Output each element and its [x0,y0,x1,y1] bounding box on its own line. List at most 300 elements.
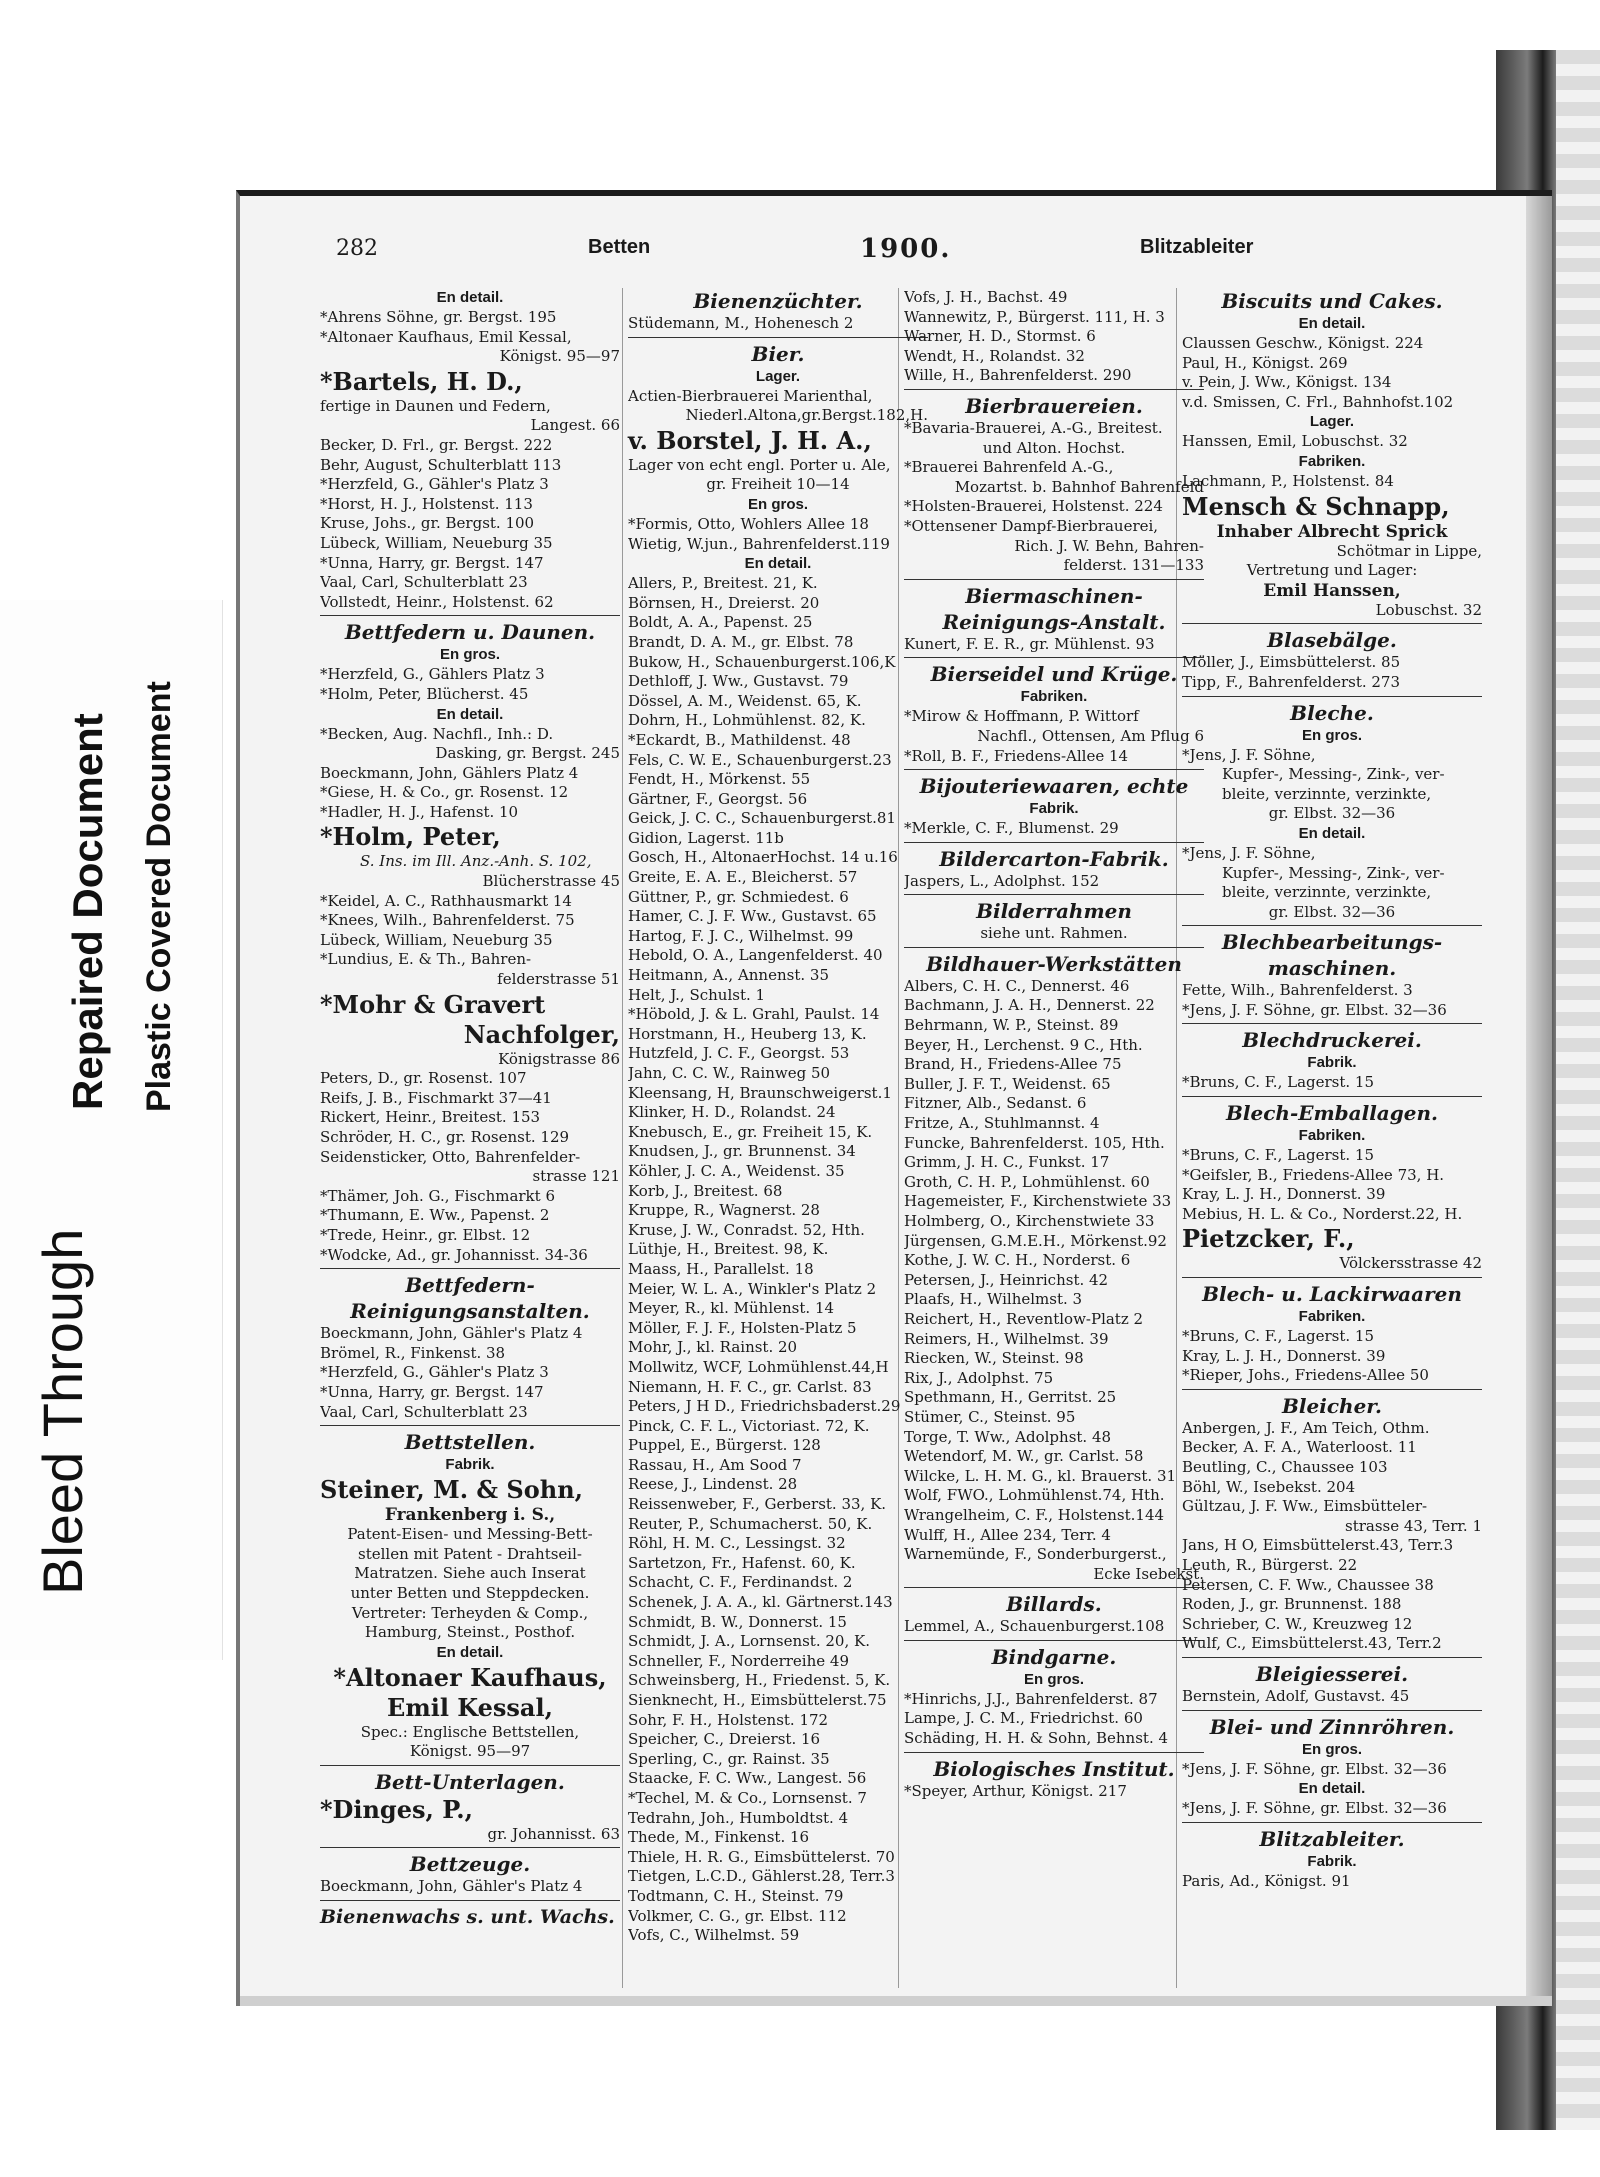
listing-entry: Börnsen, H., Dreierst. 20 [628,593,820,612]
listing-entry: Rix, J., Adolphst. 75 [904,1368,1054,1387]
listing-entry: Reimers, H., Wilhelmst. 39 [904,1329,1109,1348]
section-rule [320,1847,620,1848]
subheading: En detail. [1298,1780,1366,1798]
listing-entry: Hamer, C. J. F. Ww., Gustavst. 65 [628,907,877,926]
section-rule [1182,1023,1482,1024]
listing-entry: *Knees, Wilh., Bahrenfelderst. 75 [320,911,575,930]
featured-firm: Emil Kessal, [387,1692,553,1722]
listing-entry: Wulff, H., Allee 234, Terr. 4 [904,1525,1111,1544]
section-heading: Bienenwachs s. unt. Wachs. [320,1906,615,1929]
page-shadow [1526,196,1552,2006]
listing-entry: *Geifsler, B., Friedens-Allee 73, H. [1182,1165,1445,1184]
subheading: En gros. [439,646,500,664]
featured-firm: Mensch & Schnapp, [1182,491,1450,521]
listing-entry: Dohrn, H., Lohmühlenst. 82, K. [628,711,866,730]
listing-entry: Kray, L. J. H., Donnerst. 39 [1182,1346,1386,1365]
listing-entry: Thede, M., Finkenst. 16 [628,1828,810,1847]
featured-firm: v. Borstel, J. H. A., [628,425,872,455]
subheading: En detail. [1298,315,1366,332]
featured-firm: *Holm, Peter, [320,822,501,852]
listing-entry: Schrieber, C. W., Kreuzweg 12 [1182,1614,1413,1633]
section-rule [1182,1822,1482,1823]
listing-entry: Fitzner, Alb., Sedanst. 6 [904,1094,1087,1113]
listing-entry: *Jens, J. F. Söhne, gr. Elbst. 32—36 [1182,1759,1447,1778]
listing-entry: Mozartst. b. Bahnhof Bahrenfeld [954,477,1204,496]
listing-entry: Meier, W. L. A., Winkler's Platz 2 [628,1279,877,1298]
listing-entry: Knebusch, E., gr. Freiheit 15, K. [628,1122,873,1141]
listing-entry: Helt, J., Schulst. 1 [628,985,766,1004]
listing-entry: *Höbold, J. & L. Grahl, Paulst. 14 [628,1005,880,1024]
listing-entry: Jürgensen, G.M.E.H., Mörkenst.92 [904,1231,1167,1250]
firm-subline: Inhaber Albrecht Sprick [1216,521,1448,542]
listing-entry: Reuter, P., Schumacherst. 50, K. [628,1514,873,1533]
listing-entry: Meyer, R., kl. Mühlenst. 14 [628,1299,835,1318]
listing-entry: Niemann, H. F. C., gr. Carlst. 83 [628,1377,872,1396]
listing-entry: Peters, J H D., Friedrichsbaderst.29 [628,1397,901,1416]
section-heading: Biologisches Institut. [933,1756,1175,1781]
listing-entry: Vaal, Carl, Schulterblatt 23 [320,1402,528,1421]
listing-entry: felderst. 131—133 [1063,556,1204,575]
listing-entry: *Keidel, A. C., Rathhausmarkt 14 [320,891,572,910]
listing-entry: Rich. J. W. Behn, Bahren- [1014,536,1204,555]
listing-entry: Reese, J., Lindenst. 28 [628,1475,798,1494]
listing-entry: Lampe, J. C. M., Friedrichst. 60 [904,1709,1143,1728]
section-heading: Blechbearbeitungs- [1221,930,1443,955]
featured-firm: *Altonaer Kaufhaus, [333,1662,607,1692]
listing-entry: *Brauerei Bahrenfeld A.-G., [904,458,1114,477]
section-heading: Bettstellen. [404,1430,536,1455]
listing-entry: Matratzen. Siehe auch Inserat [354,1564,586,1583]
listing-entry: *Holm, Peter, Blücherst. 45 [320,684,529,703]
listing-entry: Lübeck, William, Neueburg 35 [320,930,553,949]
adjacent-page-strip [1556,50,1600,2130]
section-heading: Blei- und Zinnröhren. [1209,1714,1455,1739]
listing-entry: Horstmann, H., Heuberg 13, K. [628,1024,867,1043]
listing-entry: *Hinrichs, J.J., Bahrenfelderst. 87 [904,1689,1158,1708]
listing-entry: Schäding, H. H. & Sohn, Behnst. 4 [904,1729,1169,1748]
listing-entry: Vertretung und Lager: [1246,561,1418,580]
featured-firm: *Mohr & Gravert [320,989,546,1019]
listing-entry: *Herzfeld, G., Gähler's Platz 3 [320,1363,549,1382]
listing-entry: Fette, Wilh., Bahrenfelderst. 3 [1182,981,1413,1000]
listing-entry: Gültzau, J. F. Ww., Eimsbütteler- [1182,1497,1428,1516]
listing-entry: Boeckmann, John, Gähler's Platz 4 [320,1877,583,1896]
listing-entry: Roden, J., gr. Brunnenst. 188 [1182,1595,1402,1614]
listing-entry: Bachmann, J. A. H., Dennerst. 22 [904,996,1155,1015]
listing-entry: Paris, Ad., Königst. 91 [1182,1871,1351,1890]
listing-entry: Lager von echt engl. Porter u. Ale, [628,455,891,474]
listing-entry: Wilcke, L. H. M. G., kl. Brauerst. 31 [904,1466,1177,1485]
listing-entry: Wetendorf, M. W., gr. Carlst. 58 [904,1447,1144,1466]
listing-entry: unter Betten und Steppdecken. [350,1583,590,1602]
listing-entry: Brömel, R., Finkenst. 38 [320,1343,506,1362]
section-rule [904,1752,1204,1753]
listing-entry: Riecken, W., Steinst. 98 [904,1349,1084,1368]
listing-entry: gr. Freiheit 10—14 [706,475,850,494]
listing-entry: Albers, C. H. C., Dennerst. 46 [904,976,1130,995]
listing-entry: und Alton. Hochst. [982,438,1126,457]
section-rule [1182,623,1482,624]
listing-entry: *Altonaer Kaufhaus, Emil Kessal, [320,327,572,346]
listing-entry: Dethloff, J. Ww., Gustavst. 79 [628,672,849,691]
listing-entry: Hanssen, Emil, Lobuschst. 32 [1182,432,1408,451]
listing-entry: *Giese, H. & Co., gr. Rosenst. 12 [320,783,569,802]
listing-entry: Wannewitz, P., Bürgerst. 111, H. 3 [904,307,1165,326]
listing-entry: *Merkle, C. F., Blumenst. 29 [904,819,1119,838]
section-heading: Reinigungsanstalten. [350,1299,590,1324]
subheading: Lager. [1309,413,1355,431]
section-heading: Blasebälge. [1267,628,1397,653]
section-heading: Reinigungs-Anstalt. [942,609,1166,634]
listing-entry: Lobuschst. 32 [1375,600,1482,619]
listing-entry: strasse 43, Terr. 1 [1345,1516,1482,1535]
listing-entry: *Holsten-Brauerei, Holstenst. 224 [904,497,1163,516]
listing-entry: Sohr, F. H., Holstenst. 172 [628,1710,829,1729]
section-heading: Billards. [1006,1592,1102,1617]
listing-entry: Kruse, J. W., Conradst. 52, Hth. [628,1220,865,1239]
section-heading: Bier. [751,341,805,366]
section-heading: Bindgarne. [991,1644,1117,1669]
page-header [240,236,1530,276]
section-heading: Bierseidel und Krüge. [930,662,1178,687]
listing-entry: *Formis, Otto, Wohlers Allee 18 [628,514,869,533]
subheading: Fabriken. [1298,452,1366,470]
section-rule [1182,696,1482,697]
subheading: En gros. [1023,1670,1084,1688]
listing-entry: Vofs, C., Wilhelmst. 59 [628,1926,800,1945]
listing-entry: *Jens, J. F. Söhne, [1182,745,1316,764]
section-heading: Bettfedern u. Daunen. [344,620,596,645]
section-heading: Bleicher. [1282,1393,1382,1418]
listing-entry: Gärtner, F., Georgst. 56 [628,789,808,808]
listing-entry: *Jens, J. F. Söhne, gr. Elbst. 32—36 [1182,1000,1447,1019]
listing-entry: Kothe, J. W. C. H., Norderst. 6 [904,1251,1131,1270]
listing-entry: Beyer, H., Lerchenst. 9 C., Hth. [904,1035,1143,1054]
listing-entry: Tedrahn, Joh., Humboldtst. 4 [628,1808,849,1827]
listing-entry: *Herzfeld, G., Gählers Platz 3 [320,665,545,684]
listing-entry: Mollwitz, WCF, Lohmühlenst.44,H [628,1357,889,1376]
listing-entry: *Unna, Harry, gr. Bergst. 147 [320,1382,544,1401]
listing-entry: Hamburg, Steinst., Posthof. [364,1623,576,1642]
listing-entry: Mebius, H. L. & Co., Norderst.22, H. [1182,1204,1463,1223]
listing-entry: Bukow, H., Schauenburgerst.106,K [628,652,896,671]
listing-entry: *Herzfeld, G., Gähler's Platz 3 [320,475,549,494]
listing-entry: *Ahrens Söhne, gr. Bergst. 195 [320,308,557,326]
listing-entry: Lüthje, H., Breitest. 98, K. [628,1240,829,1259]
listing-entry: *Becken, Aug. Nachfl., Inh.: D. [320,724,554,743]
listing-entry: Güttner, P., gr. Schmiedest. 6 [628,887,849,906]
section-rule [904,1587,1204,1588]
listing-entry: Schacht, C. F., Ferdinandst. 2 [628,1573,853,1592]
subheading: Fabriken. [1298,1127,1366,1145]
listing-entry: Pinck, C. F. L., Victoriast. 72, K. [628,1416,870,1435]
header-left-word: Betten [588,236,651,258]
listing-entry: Reichert, H., Reventlow-Platz 2 [904,1309,1144,1328]
section-rule [320,1425,620,1426]
listing-entry: Wietig, W.jun., Bahrenfelderst.119 [628,534,890,553]
listing-entry: Kruse, Johs., gr. Bergst. 100 [320,514,535,533]
subheading: Fabrik. [445,1456,495,1474]
section-heading: Bleigiesserei. [1255,1661,1409,1686]
listing-entry: Speicher, C., Dreierst. 16 [628,1730,821,1749]
section-heading: Bildercarton-Fabrik. [939,846,1169,871]
listing-entry: gr. Elbst. 32—36 [1268,804,1396,823]
subheading: Fabrik. [1029,800,1079,818]
listing-entry: *Ottensener Dampf-Bierbrauerei, [904,516,1159,535]
listing-entry: *Lundius, E. & Th., Bahren- [320,950,532,969]
column-2 [628,288,928,1946]
listing-entry: Schenek, J. A. A., kl. Gärtnerst.143 [628,1593,893,1612]
listing-entry: Boeckmann, John, Gählers Platz 4 [320,763,579,782]
listing-entry: Torge, T. Ww., Adolphst. 48 [904,1427,1112,1446]
listing-entry: felderstrasse 51 [497,970,620,989]
section-rule [320,615,620,616]
listing-entry: Wille, H., Bahrenfelderst. 290 [904,366,1132,385]
listing-entry: Warner, H. D., Stormst. 6 [904,327,1096,346]
listing-entry: Behr, August, Schulterblatt 113 [320,455,562,474]
listing-entry: Wulf, C., Eimsbüttelerst.43, Terr.2 [1182,1634,1442,1653]
listing-entry: Niederl.Altona,gr.Bergst.182,H. [685,406,928,425]
listing-entry: Spethmann, H., Gerritst. 25 [904,1388,1117,1407]
listing-entry: Anbergen, J. F., Am Teich, Othm. [1182,1418,1430,1437]
listing-entry: Königst. 95—97 [499,347,620,366]
listing-entry: Leuth, R., Bürgerst. 22 [1182,1555,1358,1574]
featured-firm: Steiner, M. & Sohn, [320,1475,584,1505]
listing-entry: Jahn, C. C. W., Rainweg 50 [628,1064,831,1082]
listing-entry: Becker, D. Frl., gr. Bergst. 222 [320,435,553,454]
listing-entry: *Thumann, E. Ww., Papenst. 2 [320,1206,550,1225]
section-heading: Bett-Unterlagen. [375,1769,565,1794]
listing-entry: Holmberg, O., Kirchenstwiete 33 [904,1212,1155,1230]
featured-firm: Nachfolger, [463,1019,620,1049]
listing-entry: Vertreter: Terheyden & Comp., [351,1603,589,1622]
listing-entry: Kleensang, H, Braunschweigerst.1 [628,1083,892,1102]
section-rule [904,842,1204,843]
listing-entry: Nachfl., Ottensen, Am Pflug 6 [977,726,1204,745]
listing-entry: Tipp, F., Bahrenfelderst. 273 [1182,672,1401,691]
listing-entry: Behrmann, W. P., Steinst. 89 [904,1016,1119,1035]
subheading: Fabriken. [1298,1308,1366,1326]
listing-entry: Wrangelheim, C. F., Holstenst.144 [904,1505,1165,1524]
section-heading: maschinen. [1267,956,1397,981]
listing-entry: Wendt, H., Rolandst. 32 [904,346,1085,365]
section-heading: Bijouteriewaaren, echte [919,774,1189,799]
listing-entry: Thiele, H. R. G., Eimsbüttelerst. 70 [628,1847,895,1866]
listing-entry: fertige in Daunen und Federn, [320,396,551,415]
listing-entry: Hagemeister, F., Kirchenstwiete 33 [904,1192,1172,1211]
listing-entry: Jans, H O, Eimsbüttelerst.43, Terr.3 [1182,1536,1454,1555]
listing-entry: stellen mit Patent - Drahtseil- [358,1544,582,1563]
listing-entry: Fritze, A., Stuhlmannst. 4 [904,1114,1100,1133]
listing-entry: gr. Elbst. 32—36 [1268,902,1396,921]
section-heading: Bettzeuge. [409,1852,531,1877]
listing-entry: Boldt, A. A., Papenst. 25 [628,613,813,632]
page-bottom-edge [240,1996,1552,2006]
section-rule [320,1268,620,1269]
listing-entry: Möller, F. J. F., Holsten-Platz 5 [628,1318,857,1337]
listing-entry: Petersen, C. F. Ww., Chaussee 38 [1182,1575,1434,1594]
listing-entry: *Wodcke, Ad., gr. Johannisst. 34-36 [320,1245,588,1264]
listing-entry: Volkmer, C. G., gr. Elbst. 112 [628,1906,847,1925]
subheading: En detail. [744,555,812,573]
listing-entry: Buller, J. F. T., Weidenst. 65 [904,1074,1111,1093]
listing-entry: *Thämer, Joh. G., Fischmarkt 6 [320,1186,555,1205]
listing-entry: Vofs, J. H., Bachst. 49 [904,288,1068,306]
subheading: Lager. [755,367,801,385]
section-rule [320,1900,620,1901]
section-rule [904,894,1204,895]
listing-entry: Reissenweber, F., Gerberst. 33, K. [628,1495,887,1514]
page-number: 282 [336,236,378,261]
listing-entry: Maass, H., Parallelst. 18 [628,1259,814,1278]
listing-entry: Klinker, H. D., Rolandst. 24 [628,1103,836,1122]
section-rule [628,337,928,338]
scan-label-repaired: Repaired Document [64,713,111,1110]
listing-entry: Schötmar in Lippe, [1336,541,1482,560]
listing-entry: *Jens, J. F. Söhne, [1182,843,1316,862]
listing-entry: Kupfer-, Messing-, Zink-, ver- [1222,863,1445,882]
listing-entry: *Techel, M. & Co., Lornsenst. 7 [628,1788,867,1807]
listing-entry: Allers, P., Breitest. 21, K. [628,574,818,593]
featured-firm: Pietzcker, F., [1182,1224,1355,1254]
section-rule [1182,1096,1482,1097]
subheading: En gros. [1301,726,1362,744]
listing-entry: Vaal, Carl, Schulterblatt 23 [320,573,528,592]
listing-entry: *Horst, H. J., Holstenst. 113 [320,494,533,513]
section-rule [1182,1710,1482,1711]
listing-entry: Lübeck, William, Neueburg 35 [320,533,553,552]
listing-entry: Greite, E. A. E., Bleicherst. 57 [628,868,858,887]
listing-entry: Puppel, E., Bürgerst. 128 [628,1436,821,1455]
listing-entry: Lachmann, P., Holstenst. 84 [1182,471,1394,490]
listing-entry: Peters, D., gr. Rosenst. 107 [320,1069,527,1088]
section-rule [1182,925,1482,926]
section-heading: Blechdruckerei. [1242,1028,1422,1053]
directory-page [236,190,1552,2006]
listing-entry: *Rieper, Johs., Friedens-Allee 50 [1182,1366,1429,1385]
listing-entry: *Bavaria-Brauerei, A.-G., Breitest. [904,418,1163,437]
listing-entry: S. Ins. im Ill. Anz.-Anh. S. 102, [360,852,592,871]
column-3 [904,288,1204,1801]
listing-entry: Sartetzon, Fr., Hafenst. 60, K. [628,1553,856,1572]
section-heading: Bettfedern- [405,1273,535,1298]
listing-entry: gr. Johannisst. 63 [487,1824,620,1843]
listing-entry: Schmidt, J. A., Lornsenst. 20, K. [628,1632,870,1651]
listing-entry: bleite, verzinnte, verzinkte, [1222,883,1432,902]
listing-entry: Völckersstrasse 42 [1339,1254,1482,1273]
subheading: En detail. [436,705,504,723]
listing-entry: Kray, L. J. H., Donnerst. 39 [1182,1185,1386,1204]
listing-entry: Dasking, gr. Bergst. 245 [435,744,620,763]
listing-entry: Grimm, J. H. C., Funkst. 17 [904,1153,1110,1172]
listing-entry: Petersen, J., Heinrichst. 42 [904,1270,1109,1289]
listing-entry: *Trede, Heinr., gr. Elbst. 12 [320,1225,531,1244]
listing-entry: Warnemünde, F., Sonderburgerst., [904,1545,1167,1564]
listing-entry: Köhler, J. C. A., Weidenst. 35 [628,1161,845,1180]
listing-entry: bleite, verzinnte, verzinkte, [1222,784,1432,803]
section-heading: Bildhauer-Werkstätten [926,951,1182,976]
section-rule [904,389,1204,390]
listing-entry: *Bruns, C. F., Lagerst. 15 [1182,1073,1375,1092]
listing-entry: Kruppe, R., Wagnerst. 28 [628,1201,820,1220]
listing-entry: Fels, C. W. E., Schauenburgerst.23 [628,750,892,769]
listing-entry: Staacke, F. C. Ww., Langest. 56 [628,1769,867,1788]
header-right-word: Blitzableiter [1140,236,1254,258]
listing-entry: Boeckmann, John, Gähler's Platz 4 [320,1324,583,1343]
column-1 [320,288,620,1930]
listing-entry: Königst. 95—97 [409,1742,531,1761]
listing-entry: Dössel, A. M., Weidenst. 65, K. [628,691,862,710]
listing-entry: Brand, H., Friedens-Allee 75 [904,1055,1122,1074]
column-4 [1182,288,1482,1891]
listing-entry: Sperling, C., gr. Rainst. 35 [628,1749,830,1768]
section-heading: Bleche. [1290,700,1374,725]
section-rule [904,1640,1204,1641]
section-heading: Blitzableiter. [1259,1826,1405,1851]
listing-entry: Sienknecht, H., Eimsbüttelerst.75 [628,1691,887,1709]
listing-entry: *Mirow & Hoffmann, P. Wittorf [904,707,1139,726]
subheading: En detail. [436,289,504,306]
section-heading: Biermaschinen- [965,583,1143,608]
listing-entry: Claussen Geschw., Königst. 224 [1182,334,1424,352]
listing-entry: Blücherstrasse 45 [482,872,620,891]
listing-entry: Langest. 66 [530,416,620,435]
listing-entry: Bernstein, Adolf, Gustavst. 45 [1182,1686,1410,1705]
listing-entry: Brandt, D. A. M., gr. Elbst. 78 [628,632,854,651]
listing-entry: Böhl, W., Isebekst. 204 [1182,1477,1356,1496]
listing-entry: Becker, A. F. A., Waterloost. 11 [1182,1438,1417,1457]
listing-entry: Hutzfeld, J. C. F., Georgst. 53 [628,1044,850,1063]
listing-entry: Jaspers, L., Adolphst. 152 [904,871,1100,890]
listing-entry: *Unna, Harry, gr. Bergst. 147 [320,553,544,572]
listing-entry: Gosch, H., AltonaerHochst. 14 u.16 [628,848,898,867]
listing-entry: Ecke Isebekst. [1093,1564,1204,1583]
listing-entry: Beutling, C., Chaussee 103 [1182,1458,1388,1476]
listing-entry: Schmidt, B. W., Donnerst. 15 [628,1612,847,1631]
section-rule [904,657,1204,658]
listing-entry: *Bruns, C. F., Lagerst. 15 [1182,1146,1375,1165]
subheading: En detail. [436,1643,504,1661]
listing-entry: strasse 121 [532,1167,620,1186]
subheading: Fabrik. [1307,1852,1357,1870]
listing-entry: Seidensticker, Otto, Bahrenfelder- [320,1147,581,1166]
subheading: Fabriken. [1020,688,1088,706]
listing-entry: Plaafs, H., Wilhelmst. 3 [904,1290,1083,1309]
listing-entry: Möller, J., Eimsbüttelerst. 85 [1182,653,1401,672]
column-divider [622,288,623,1988]
header-year: 1900. [860,234,952,264]
listing-entry: Hebold, O. A., Langenfelderst. 40 [628,946,883,965]
subheading: En gros. [1301,1740,1362,1758]
listing-entry: Rickert, Heinr., Breitest. 153 [320,1108,541,1127]
subheading: En gros. [747,495,808,513]
listing-entry: Schröder, H. C., gr. Rosenst. 129 [320,1128,570,1146]
listing-entry: Patent-Eisen- und Messing-Bett- [347,1525,593,1544]
listing-entry: v.d. Smissen, C. Frl., Bahnhofst.102 [1182,392,1454,411]
section-rule [320,1765,620,1766]
listing-entry: Todtmann, C. H., Steinst. 79 [628,1886,844,1905]
listing-entry: v. Pein, J. Ww., Königst. 134 [1182,373,1392,392]
section-rule [904,769,1204,770]
listing-entry: Königstrasse 86 [498,1049,620,1068]
listing-entry: Heitmann, A., Annenst. 35 [628,966,829,985]
listing-entry: Vollstedt, Heinr., Holstenst. 62 [320,592,554,611]
section-rule [904,579,1204,580]
listing-entry: Geick, J. C. C., Schauenburgerst.81 [628,809,896,828]
listing-entry: *Roll, B. F., Friedens-Allee 14 [904,746,1129,765]
listing-entry: Wolf, FWO., Lohmühlenst.74, Hth. [904,1486,1165,1505]
listing-entry: *Eckardt, B., Mathildenst. 48 [628,730,851,749]
